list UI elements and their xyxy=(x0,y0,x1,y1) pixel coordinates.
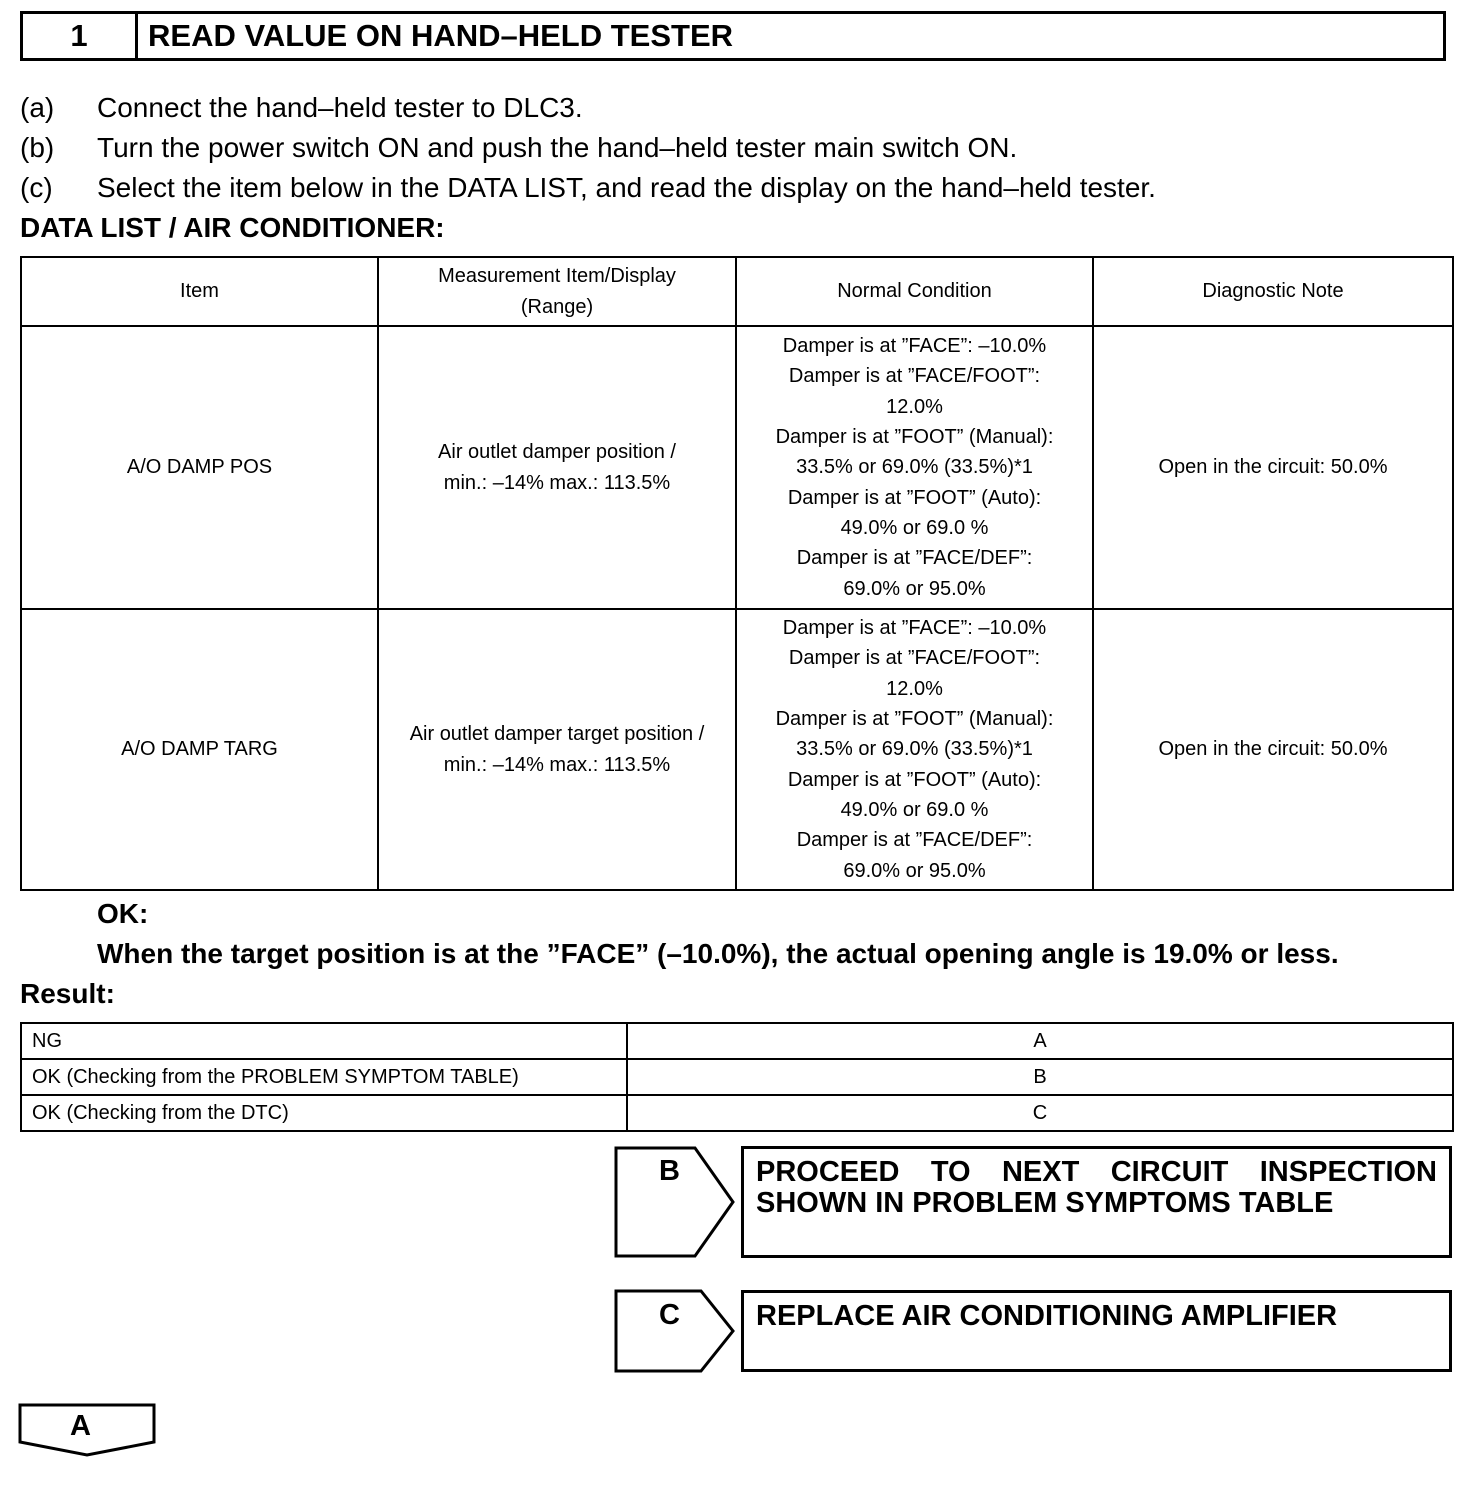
condition-line: Damper is at ”FOOT” (Auto): xyxy=(787,486,1042,509)
result-table xyxy=(20,1022,1454,1132)
measurement-line: min.: –14% max.: 113.5% xyxy=(443,471,671,494)
condition-line: 69.0% or 95.0% xyxy=(843,577,986,600)
condition-line: 12.0% xyxy=(886,677,943,700)
measurement-line: Air outlet damper target position / xyxy=(409,723,705,746)
header-diagnostic-note: Diagnostic Note xyxy=(1093,257,1453,326)
cell-normal-condition xyxy=(736,609,1093,890)
header-normal-condition: Normal Condition xyxy=(736,257,1093,326)
branch-b-letter: B xyxy=(659,1155,680,1187)
instruction-a xyxy=(20,91,583,125)
table-header-row xyxy=(21,257,1453,326)
instruction-label: (b) xyxy=(20,132,55,163)
data-list-table xyxy=(20,256,1454,891)
instruction-label: (a) xyxy=(20,92,55,123)
condition-line: 49.0% or 69.0 % xyxy=(840,516,989,539)
result-heading: Result: xyxy=(20,978,115,1009)
instruction-text: Select the item below in the DATA LIST, and read the display on the hand–held tester. xyxy=(97,172,1156,203)
cell-item: A/O DAMP POS xyxy=(21,326,378,609)
condition-line: Damper is at ”FOOT” (Manual): xyxy=(775,708,1054,731)
table-row xyxy=(21,1095,1453,1131)
result-condition: NG xyxy=(21,1023,627,1059)
branch-c-action: REPLACE AIR CONDITIONING AMPLIFIER xyxy=(741,1290,1452,1372)
header-measurement xyxy=(378,257,736,326)
result-condition: OK (Checking from the PROBLEM SYMPTOM TABLE) xyxy=(21,1059,627,1095)
branch-a-letter: A xyxy=(70,1410,91,1442)
result-code: A xyxy=(627,1023,1453,1059)
condition-line: 69.0% or 95.0% xyxy=(843,859,986,882)
header-measurement-range: (Range) xyxy=(520,295,594,318)
condition-line: 33.5% or 69.0% (33.5%)*1 xyxy=(796,738,1033,761)
condition-line: Damper is at ”FACE”: –10.0% xyxy=(782,617,1047,640)
condition-line: Damper is at ”FACE”: –10.0% xyxy=(782,335,1047,358)
result-condition: OK (Checking from the DTC) xyxy=(21,1095,627,1131)
header-item: Item xyxy=(21,257,378,326)
condition-line: Damper is at ”FACE/FOOT”: xyxy=(788,647,1041,670)
condition-line: 49.0% or 69.0 % xyxy=(840,798,989,821)
instruction-b xyxy=(20,131,1017,165)
cell-measurement xyxy=(378,326,736,609)
data-list-heading: DATA LIST / AIR CONDITIONER: xyxy=(20,212,445,243)
condition-line: Damper is at ”FOOT” (Auto): xyxy=(787,768,1042,791)
header-measurement-line: Measurement Item/Display xyxy=(438,265,676,288)
cell-diagnostic-note: Open in the circuit: 50.0% xyxy=(1093,609,1453,890)
cell-diagnostic-note: Open in the circuit: 50.0% xyxy=(1093,326,1453,609)
cell-normal-condition xyxy=(736,326,1093,609)
instruction-text: Connect the hand–held tester to DLC3. xyxy=(97,92,583,123)
result-code: B xyxy=(627,1059,1453,1095)
table-row xyxy=(21,326,1453,609)
condition-line: Damper is at ”FACE/DEF”: xyxy=(796,547,1033,570)
branch-b-action: PROCEED TO NEXT CIRCUIT INSPECTION SHOWN IN PROBLEM SYMPTOMS TABLE xyxy=(741,1146,1452,1258)
condition-line: Damper is at ”FOOT” (Manual): xyxy=(775,426,1054,449)
table-row xyxy=(21,609,1453,890)
step-number: 1 xyxy=(23,14,138,58)
measurement-line: min.: –14% max.: 113.5% xyxy=(443,753,671,776)
condition-line: Damper is at ”FACE/DEF”: xyxy=(796,829,1033,852)
instruction-c xyxy=(20,171,1156,205)
condition-line: 33.5% or 69.0% (33.5%)*1 xyxy=(796,456,1033,479)
step-header xyxy=(20,11,1446,61)
result-code: C xyxy=(627,1095,1453,1131)
cell-measurement xyxy=(378,609,736,890)
table-row xyxy=(21,1023,1453,1059)
instruction-label: (c) xyxy=(20,172,53,203)
ok-criterion: When the target position is at the ”FACE” (–10.0%), the actual opening angle is 19.0% or less. xyxy=(97,938,1339,969)
condition-line: Damper is at ”FACE/FOOT”: xyxy=(788,365,1041,388)
ok-label: OK: xyxy=(97,898,149,929)
condition-line: 12.0% xyxy=(886,395,943,418)
table-row xyxy=(21,1059,1453,1095)
cell-item: A/O DAMP TARG xyxy=(21,609,378,890)
measurement-line: Air outlet damper position / xyxy=(438,441,676,464)
branch-c-letter: C xyxy=(659,1299,680,1331)
step-title: READ VALUE ON HAND–HELD TESTER xyxy=(148,18,734,53)
instruction-text: Turn the power switch ON and push the hand–held tester main switch ON. xyxy=(97,132,1018,163)
